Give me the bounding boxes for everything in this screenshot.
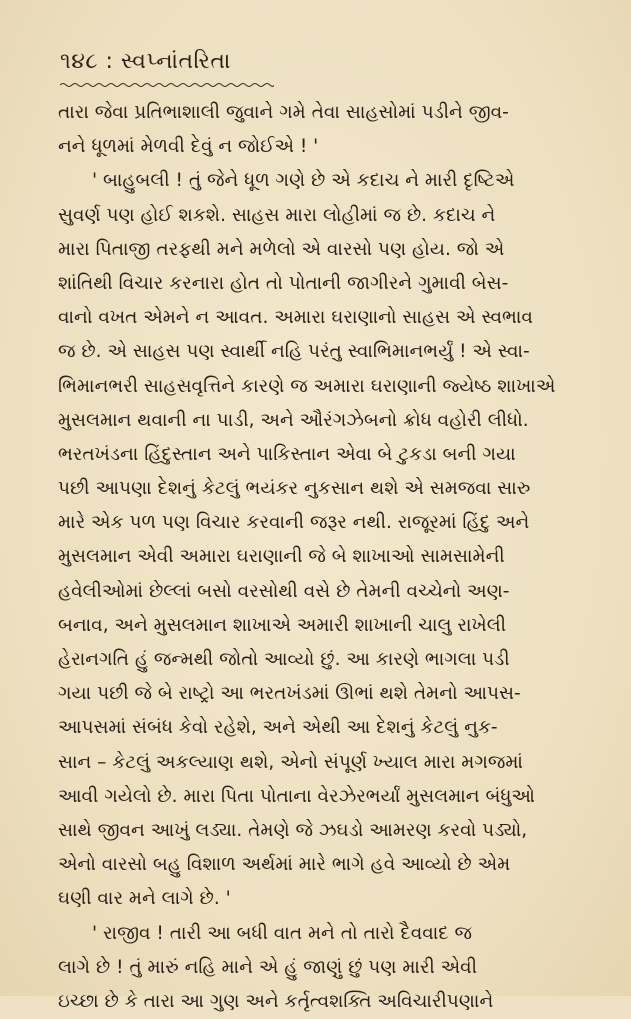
text-line: તારા જેવા પ્રતિભાશાલી જુવાને ગમે તેવા સાહસોમાં પડીને જીવ- — [58, 102, 509, 123]
text-line: સુવર્ણ પણ હોઈ શકશે. સાહસ મારા લોહીમાં જ છે. કદાચ ને — [58, 204, 496, 226]
paragraph-first-line: ' બાહુબલી ! તું જેને ધૂળ ગણે છે એ કદાચ ને મારી દૃષ્ટિએ — [92, 170, 515, 192]
text-line: મારે એક પળ પણ વિચાર કરવાની જરૂર નથી. રાજૂરમાં હિંદુ અને — [58, 512, 530, 534]
text-line: ભરતખંડના હિંદુસ્તાન અને પાકિસ્તાન એવા બે ટુકડા બની ગયા — [58, 443, 516, 465]
text-line: મુસલમાન થવાની ના પાડી, અને ઔરંગઝેબનો ક્રોધ વહોરી લીધો. — [58, 409, 529, 431]
text-line: નને ધૂળમાં મેળવી દેવું ન જોઈએ ! ' — [58, 136, 319, 158]
text-line: એનો વારસો બહુ વિશાળ અર્થમાં મારે ભાગે હવે આવ્યો છે એમ — [58, 854, 511, 876]
text-line: પછી આપણા દેશનું કેટલું ભયંકર નુકસાન થશે એ સમજવા સારુ — [58, 478, 531, 500]
text-line: મારા પિતાજી તરફથી મને મળેલો એ વારસો પણ હોય. જો એ — [58, 238, 505, 260]
text-line: જ છે. એ સાહસ પણ સ્વાર્થી નહિ પરંતુ સ્વાભિમાનભર્યું ! એ સ્વા- — [58, 341, 530, 363]
text-line: લાગે છે ! તું મારું નહિ માને એ હું જાણું છું પણ મારી એવી — [58, 956, 477, 978]
text-line: હવેલીઓમાં છેલ્લાં બસો વરસોથી વસે છે તેમની વચ્ચેનો અણ- — [58, 580, 510, 602]
text-line: સાન – કેટલું અકલ્યાણ થશે, એનો સંપૂર્ણ ખ્યાલ મારા મગજમાં — [58, 751, 523, 773]
text-line: હેરાનગતિ હું જન્મથી જોતો આવ્યો છું. આ કારણે ભાગલા પડી — [58, 649, 510, 670]
body-text — [58, 96, 580, 1019]
decorative-underline — [60, 82, 274, 88]
text-line: ભિમાનભરી સાહસવૃત્તિને કારણે જ અમારા ઘરાણાની જ્યેષ્ઠ શાખાએ — [58, 375, 556, 397]
text-line: આપસમાં સંબંધ કેવો રહેશે, અને એથી આ દેશનું કેટલું નુક- — [58, 717, 498, 739]
text-line: શાંતિથી વિચાર કરનારા હોત તો પોતાની જાગીરને ગુમાવી બેસ- — [58, 272, 509, 294]
text-line: મુસલમાન એવી અમારા ઘરાણાની જે બે શાખાઓ સામસામેની — [58, 546, 505, 568]
text-line: આવી ગયેલો છે. મારા પિતા પોતાના વેરઝેરભર્યાં મુસલમાન બંધુઓ — [58, 785, 535, 807]
page-title: ૧૪૮ : સ્વપ્નાંતરિતા — [60, 49, 231, 74]
text-line: ઇચ્છા છે કે તારા આ ગુણ અને કર્તૃત્વશક્તિ અવિચારીપણાને — [58, 990, 494, 1012]
paragraph-first-line: ' રાજીવ ! તારી આ બધી વાત મને તો તારો દૈવવાદ જ — [92, 922, 472, 944]
text-line: બનાવ, અને મુસલમાન શાખાએ અમારી શાખાની ચાલુ રાખેલી — [58, 614, 506, 636]
page-header — [60, 48, 231, 76]
text-line: ગયા પછી જે બે રાષ્ટ્રો આ ભરતખંડમાં ઊભાં થશે તેમનો આપસ- — [58, 683, 521, 705]
text-line: વાનો વખત એમને ન આવત. અમારા ઘરાણાનો સાહસ એ સ્વભાવ — [58, 307, 533, 329]
text-line: સાથે જીવન આખું લડ્યા. તેમણે જે ઝઘડો આમરણ કરવો પડ્યો, — [58, 819, 528, 841]
text-line: ઘણી વાર મને લાગે છે. ' — [58, 888, 231, 910]
